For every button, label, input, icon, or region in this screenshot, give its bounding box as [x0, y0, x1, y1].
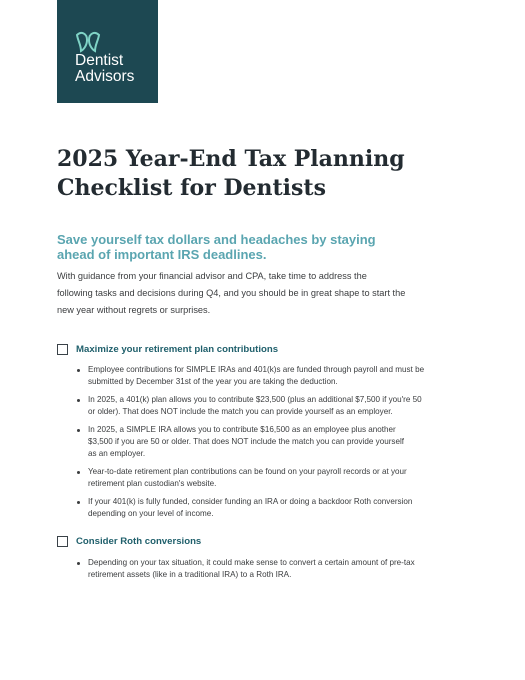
- list-item: [74, 394, 484, 418]
- bullet-line: In 2025, a 401(k) plan allows you to contribute $23,500 (plus an additional $7,500 if you're 50: [88, 395, 422, 404]
- section-roth-header: [57, 534, 201, 548]
- list-item: [74, 496, 484, 520]
- section-checkbox[interactable]: [57, 536, 68, 547]
- intro-paragraph: [57, 268, 477, 319]
- bullet-line: Employee contributions for SIMPLE IRAs and 401(k)s are funded through payroll and must be: [88, 365, 425, 374]
- bullet-line: submitted by December 31st of the year you are taking the deduction.: [88, 377, 338, 386]
- section-label: Maximize your retirement plan contributions: [76, 343, 279, 355]
- page-title: [57, 145, 477, 203]
- list-item: [74, 424, 484, 460]
- bullet-line: $3,500 if you are 50 or older. That does NOT include the match you can provide yourself: [88, 437, 404, 446]
- bullet-line: retirement assets (like in a traditional IRA) to a Roth IRA.: [88, 570, 292, 579]
- section-checkbox[interactable]: [57, 344, 68, 355]
- intro-line: following tasks and decisions during Q4, and you should be in great shape to start the: [57, 288, 406, 298]
- bullet-line: retirement plan custodian's website.: [88, 479, 217, 488]
- subtitle-line: ahead of important IRS deadlines.: [57, 247, 267, 262]
- brand-logo-block: [57, 0, 158, 103]
- bullet-line: depending on your level of income.: [88, 509, 214, 518]
- bullet-line: or older). That does NOT include the match you can provide yourself as an employer.: [88, 407, 393, 416]
- brand-name-line1: Dentist: [75, 52, 124, 69]
- intro-line: With guidance from your financial advisor and CPA, take time to address the: [57, 271, 367, 281]
- bullet-line: In 2025, a SIMPLE IRA allows you to contribute $16,500 as an employee plus another: [88, 425, 396, 434]
- leaf-tooth-icon: [75, 31, 101, 53]
- list-item: [74, 466, 484, 490]
- roth-bullet-list: [74, 557, 484, 587]
- bullet-line: Depending on your tax situation, it could make sense to convert a certain amount of pre-tax: [88, 558, 415, 567]
- title-line: Checklist for Dentists: [57, 175, 326, 201]
- intro-line: new year without regrets or surprises.: [57, 305, 211, 315]
- retirement-bullet-list: [74, 364, 484, 526]
- bullet-line: Year-to-date retirement plan contributions can be found on your payroll records or at your: [88, 467, 407, 476]
- list-item: [74, 364, 484, 388]
- section-retirement-header: [57, 342, 278, 356]
- bullet-line: as an employer.: [88, 449, 146, 458]
- subtitle-line: Save yourself tax dollars and headaches by staying: [57, 232, 376, 247]
- brand-name-line2: Advisors: [75, 68, 135, 85]
- list-item: [74, 557, 484, 581]
- title-line: 2025 Year-End Tax Planning: [57, 146, 405, 172]
- section-label: Consider Roth conversions: [76, 535, 202, 547]
- bullet-line: If your 401(k) is fully funded, consider funding an IRA or doing a backdoor Roth conversion: [88, 497, 413, 506]
- page-subtitle: [57, 232, 376, 262]
